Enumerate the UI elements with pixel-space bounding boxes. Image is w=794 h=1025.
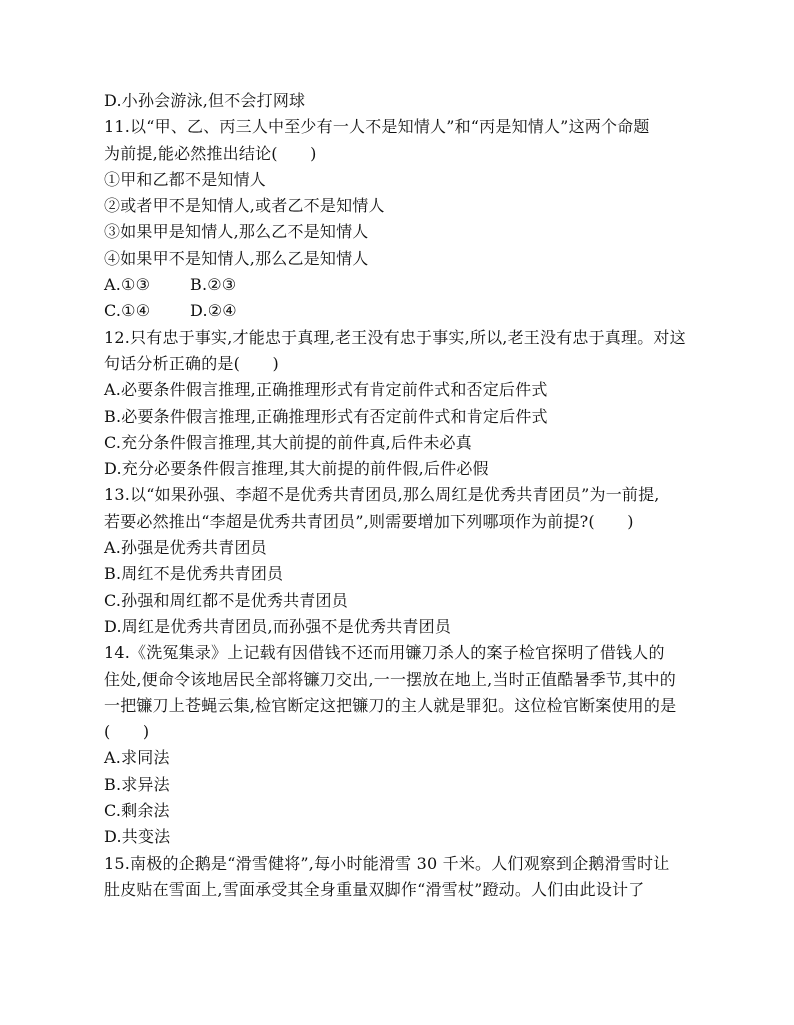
q11-option-b: B.②③ <box>190 275 237 295</box>
q13-option-d: D.周红是优秀共青团员,而孙强不是优秀共青团员 <box>104 616 452 636</box>
q14-option-c: C.剩余法 <box>104 801 170 821</box>
q12-option-d: D.充分必要条件假言推理,其大前提的前件假,后件必假 <box>104 459 489 479</box>
q15-stem-line-1: 15.南极的企鹅是“滑雪健将”,每小时能滑雪 30 千米。人们观察到企鹅滑雪时让 <box>104 853 670 873</box>
q14-stem-line-2: 住处,便命令该地居民全部将镰刀交出,一一摆放在地上,当时正值酷暑季节,其中的 <box>104 669 676 689</box>
q13-stem-line-2: 若要必然推出“李超是优秀共青团员”,则需要增加下列哪项作为前提?( ) <box>104 511 634 531</box>
q12-option-a: A.必要条件假言推理,正确推理形式有肯定前件式和否定后件式 <box>104 380 548 400</box>
q11-option-a: A.①③ <box>104 275 151 295</box>
q10-option-d: D.小孙会游泳,但不会打网球 <box>104 91 306 110</box>
q13-stem-line-1: 13.以“如果孙强、李超不是优秀共青团员,那么周红是优秀共青团员”为一前提, <box>104 485 660 505</box>
q11-options-row-2 <box>104 298 704 324</box>
q13-option-b: B.周红不是优秀共青团员 <box>104 564 284 584</box>
q11-option-c: C.①④ <box>104 301 151 321</box>
q11-options-row-1 <box>104 272 704 298</box>
q11-item-4: ④如果甲不是知情人,那么乙是知情人 <box>104 248 369 268</box>
q13-option-c: C.孙强和周红都不是优秀共青团员 <box>104 590 348 610</box>
q14-stem-line-1: 14.《洗冤集录》上记载有因借钱不还而用镰刀杀人的案子检官探明了借钱人的 <box>104 643 665 663</box>
q11-option-d: D.②④ <box>190 301 237 321</box>
q12-stem-line-2: 句话分析正确的是( ) <box>104 353 279 373</box>
q12-option-b: B.必要条件假言推理,正确推理形式有否定前件式和肯定后件式 <box>104 406 548 426</box>
q13-option-a: A.孙强是优秀共青团员 <box>104 538 267 558</box>
q11-item-1: ①甲和乙都不是知情人 <box>104 169 267 189</box>
q15-stem-line-2: 肚皮贴在雪面上,雪面承受其全身重量双脚作“滑雪杖”蹬动。人们由此设计了 <box>104 879 645 899</box>
document-page <box>104 88 704 903</box>
q12-stem-line-1: 12.只有忠于事实,才能忠于真理,老王没有忠于事实,所以,老王没有忠于真理。对这 <box>104 327 686 347</box>
q11-stem-line-1: 11.以“甲、乙、丙三人中至少有一人不是知情人”和“丙是知情人”这两个命题 <box>104 117 650 137</box>
q11-item-2: ②或者甲不是知情人,或者乙不是知情人 <box>104 196 385 216</box>
q11-stem-line-2: 为前提,能必然推出结论( ) <box>104 143 317 163</box>
q12-option-c: C.充分条件假言推理,其大前提的前件真,后件未必真 <box>104 432 472 452</box>
q14-option-d: D.共变法 <box>104 827 171 847</box>
q14-stem-line-4: ( ) <box>104 722 150 742</box>
q11-item-3: ③如果甲是知情人,那么乙不是知情人 <box>104 222 369 242</box>
q14-option-b: B.求异法 <box>104 774 170 794</box>
q14-stem-line-3: 一把镰刀上苍蝇云集,检官断定这把镰刀的主人就是罪犯。这位检官断案使用的是 <box>104 695 677 715</box>
q14-option-a: A.求同法 <box>104 748 170 768</box>
